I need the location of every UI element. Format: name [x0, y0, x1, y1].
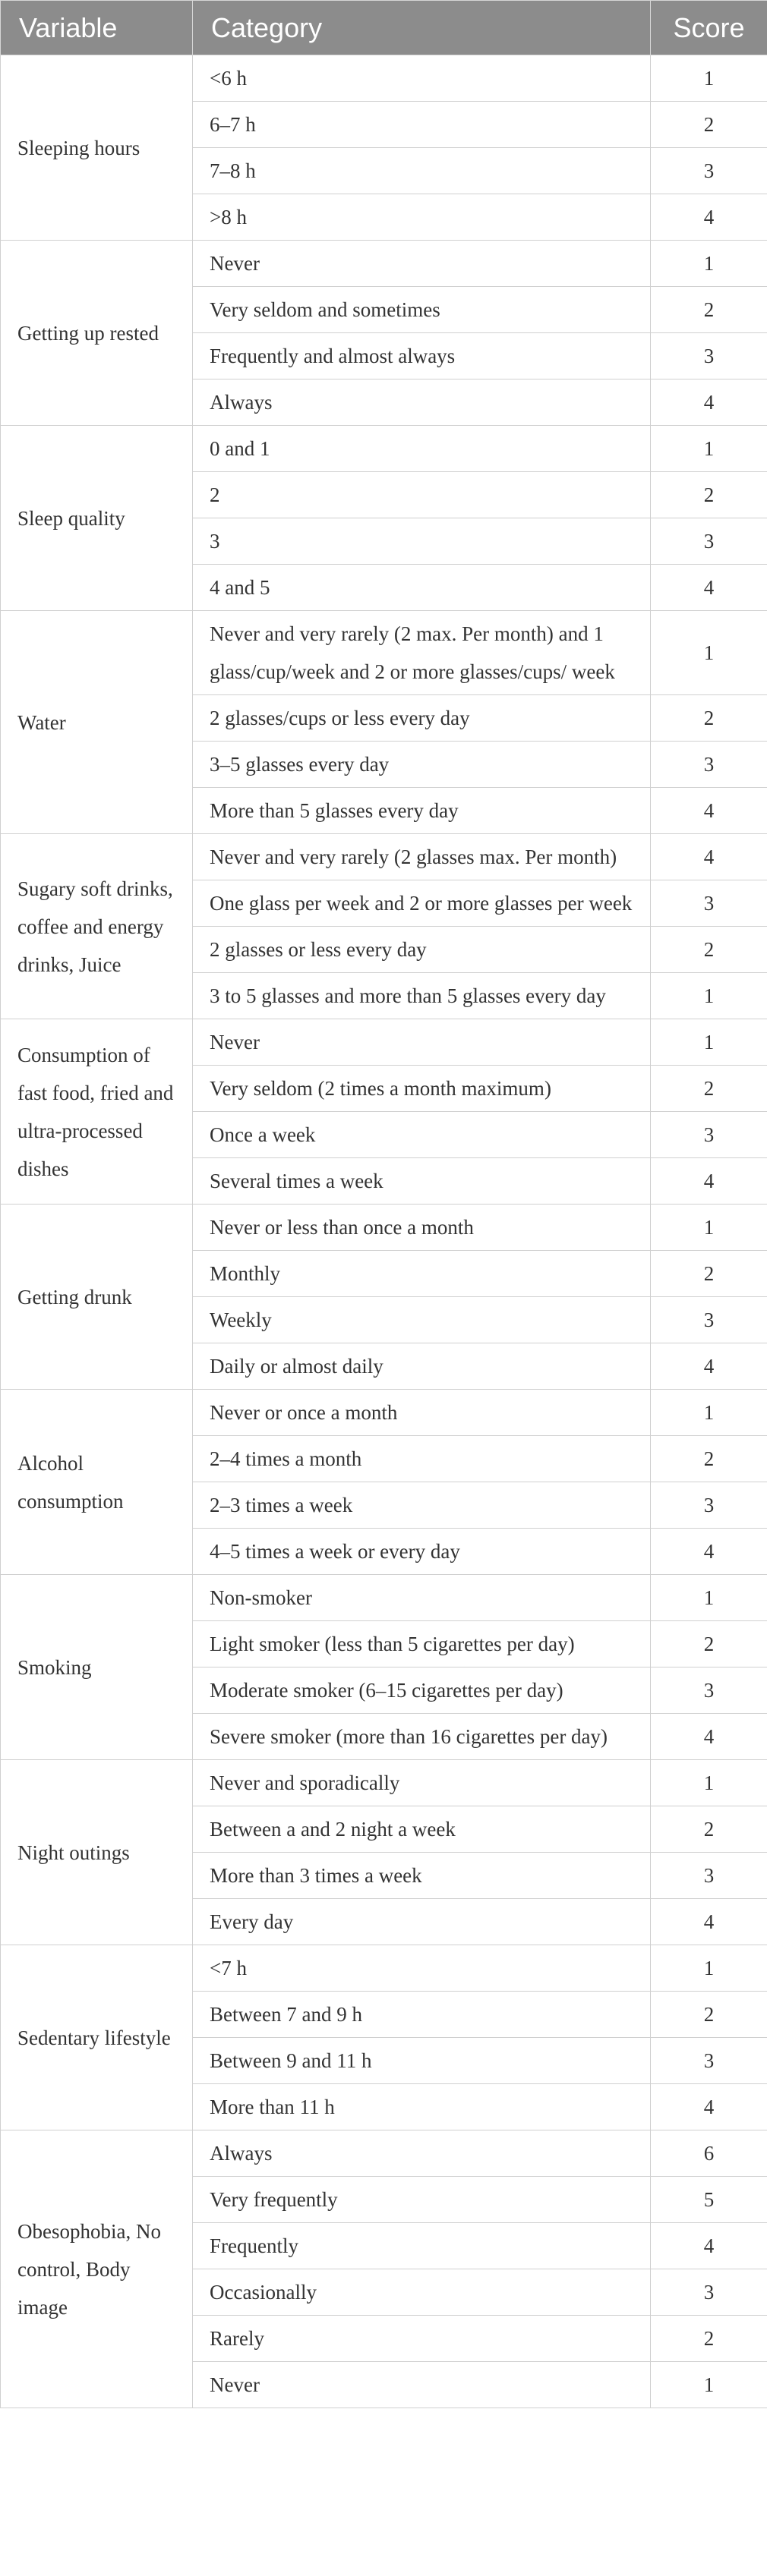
category-cell: Between 7 and 9 h: [193, 1992, 651, 2038]
category-cell: Occasionally: [193, 2269, 651, 2316]
category-cell: Never: [193, 1019, 651, 1066]
score-cell: 6: [651, 2130, 767, 2177]
category-cell: Several times a week: [193, 1158, 651, 1205]
category-cell: 3 to 5 glasses and more than 5 glasses every day: [193, 973, 651, 1019]
score-cell: 4: [651, 834, 767, 880]
score-cell: 4: [651, 194, 767, 241]
variable-cell: Night outings: [1, 1760, 193, 1945]
score-cell: 4: [651, 379, 767, 426]
category-cell: Never or less than once a month: [193, 1205, 651, 1251]
score-cell: 2: [651, 1436, 767, 1482]
category-cell: Very seldom (2 times a month maximum): [193, 1066, 651, 1112]
score-cell: 2: [651, 1806, 767, 1853]
category-cell: Frequently and almost always: [193, 333, 651, 379]
variable-cell: Sedentary lifestyle: [1, 1945, 193, 2130]
score-cell: 2: [651, 1621, 767, 1667]
category-cell: 2 glasses/cups or less every day: [193, 695, 651, 742]
variable-cell: Alcohol consumption: [1, 1390, 193, 1575]
category-cell: Between a and 2 night a week: [193, 1806, 651, 1853]
score-cell: 3: [651, 333, 767, 379]
category-cell: Never and sporadically: [193, 1760, 651, 1806]
category-cell: Always: [193, 2130, 651, 2177]
score-cell: 4: [651, 1343, 767, 1390]
category-cell: Never: [193, 2362, 651, 2408]
category-cell: Very frequently: [193, 2177, 651, 2223]
category-cell: Once a week: [193, 1112, 651, 1158]
score-cell: 1: [651, 1945, 767, 1992]
score-cell: 2: [651, 1992, 767, 2038]
score-cell: 3: [651, 1482, 767, 1529]
variable-cell: Sleep quality: [1, 426, 193, 611]
score-cell: 5: [651, 2177, 767, 2223]
score-cell: 2: [651, 1251, 767, 1297]
score-cell: 3: [651, 148, 767, 194]
table-row: [1, 1019, 767, 1066]
score-cell: 4: [651, 1714, 767, 1760]
category-cell: Severe smoker (more than 16 cigarettes per day): [193, 1714, 651, 1760]
variable-cell: Consumption of fast food, fried and ultra-processed dishes: [1, 1019, 193, 1205]
category-cell: Always: [193, 379, 651, 426]
category-cell: Never or once a month: [193, 1390, 651, 1436]
category-cell: <6 h: [193, 55, 651, 102]
score-cell: 1: [651, 1390, 767, 1436]
score-cell: 4: [651, 1529, 767, 1575]
table-row: [1, 1205, 767, 1251]
score-cell: 3: [651, 1297, 767, 1343]
score-cell: 1: [651, 611, 767, 695]
score-cell: 4: [651, 1899, 767, 1945]
score-cell: 4: [651, 1158, 767, 1205]
table-row: [1, 1760, 767, 1806]
score-cell: 3: [651, 1112, 767, 1158]
category-cell: Never: [193, 241, 651, 287]
category-cell: Very seldom and sometimes: [193, 287, 651, 333]
table-row: [1, 55, 767, 102]
table-row: [1, 834, 767, 880]
category-cell: Weekly: [193, 1297, 651, 1343]
score-cell: 1: [651, 1575, 767, 1621]
score-cell: 4: [651, 2084, 767, 2130]
score-cell: 3: [651, 2038, 767, 2084]
category-cell: One glass per week and 2 or more glasses per week: [193, 880, 651, 927]
table-row: [1, 426, 767, 472]
header-category: Category: [193, 1, 651, 55]
category-cell: 4–5 times a week or every day: [193, 1529, 651, 1575]
variable-cell: Obesophobia, No control, Body image: [1, 2130, 193, 2408]
table-row: [1, 1945, 767, 1992]
score-cell: 1: [651, 1019, 767, 1066]
score-cell: 1: [651, 55, 767, 102]
table-row: [1, 1390, 767, 1436]
category-cell: 7–8 h: [193, 148, 651, 194]
score-cell: 3: [651, 742, 767, 788]
category-cell: Never and very rarely (2 glasses max. Per month): [193, 834, 651, 880]
category-cell: More than 5 glasses every day: [193, 788, 651, 834]
category-cell: Light smoker (less than 5 cigarettes per day): [193, 1621, 651, 1667]
variable-cell: Sugary soft drinks, coffee and energy drinks, Juice: [1, 834, 193, 1019]
category-cell: Daily or almost daily: [193, 1343, 651, 1390]
category-cell: 3–5 glasses every day: [193, 742, 651, 788]
variable-cell: Smoking: [1, 1575, 193, 1760]
table-row: [1, 611, 767, 695]
score-cell: 2: [651, 102, 767, 148]
header-score: Score: [651, 1, 767, 55]
category-cell: Between 9 and 11 h: [193, 2038, 651, 2084]
category-cell: Non-smoker: [193, 1575, 651, 1621]
score-cell: 3: [651, 1853, 767, 1899]
variable-cell: Getting drunk: [1, 1205, 193, 1390]
category-cell: Never and very rarely (2 max. Per month) and 1 glass/cup/week and 2 or more glasses/cups/ week: [193, 611, 651, 695]
score-cell: 1: [651, 426, 767, 472]
category-cell: Frequently: [193, 2223, 651, 2269]
table-header: [1, 1, 767, 55]
score-cell: 2: [651, 927, 767, 973]
variable-cell: Water: [1, 611, 193, 834]
category-cell: 6–7 h: [193, 102, 651, 148]
category-cell: Every day: [193, 1899, 651, 1945]
category-cell: 2–4 times a month: [193, 1436, 651, 1482]
category-cell: 3: [193, 518, 651, 565]
score-cell: 3: [651, 1667, 767, 1714]
category-cell: Monthly: [193, 1251, 651, 1297]
category-cell: More than 3 times a week: [193, 1853, 651, 1899]
score-cell: 3: [651, 2269, 767, 2316]
score-cell: 2: [651, 695, 767, 742]
table-body: [1, 55, 767, 2408]
score-cell: 1: [651, 2362, 767, 2408]
category-cell: >8 h: [193, 194, 651, 241]
category-cell: More than 11 h: [193, 2084, 651, 2130]
score-cell: 2: [651, 2316, 767, 2362]
score-cell: 4: [651, 788, 767, 834]
category-cell: Moderate smoker (6–15 cigarettes per day): [193, 1667, 651, 1714]
category-cell: 2–3 times a week: [193, 1482, 651, 1529]
header-row: [1, 1, 767, 55]
table-row: [1, 2130, 767, 2177]
score-cell: 4: [651, 2223, 767, 2269]
category-cell: 2 glasses or less every day: [193, 927, 651, 973]
score-cell: 1: [651, 241, 767, 287]
table-row: [1, 241, 767, 287]
category-cell: 0 and 1: [193, 426, 651, 472]
header-variable: Variable: [1, 1, 193, 55]
score-cell: 1: [651, 1760, 767, 1806]
category-cell: Rarely: [193, 2316, 651, 2362]
category-cell: 2: [193, 472, 651, 518]
variable-cell: Sleeping hours: [1, 55, 193, 241]
score-cell: 2: [651, 472, 767, 518]
category-cell: 4 and 5: [193, 565, 651, 611]
score-cell: 1: [651, 1205, 767, 1251]
score-cell: 2: [651, 287, 767, 333]
category-cell: <7 h: [193, 1945, 651, 1992]
score-cell: 4: [651, 565, 767, 611]
table-row: [1, 1575, 767, 1621]
variable-cell: Getting up rested: [1, 241, 193, 426]
score-cell: 3: [651, 880, 767, 927]
score-cell: 2: [651, 1066, 767, 1112]
score-cell: 1: [651, 973, 767, 1019]
score-cell: 3: [651, 518, 767, 565]
